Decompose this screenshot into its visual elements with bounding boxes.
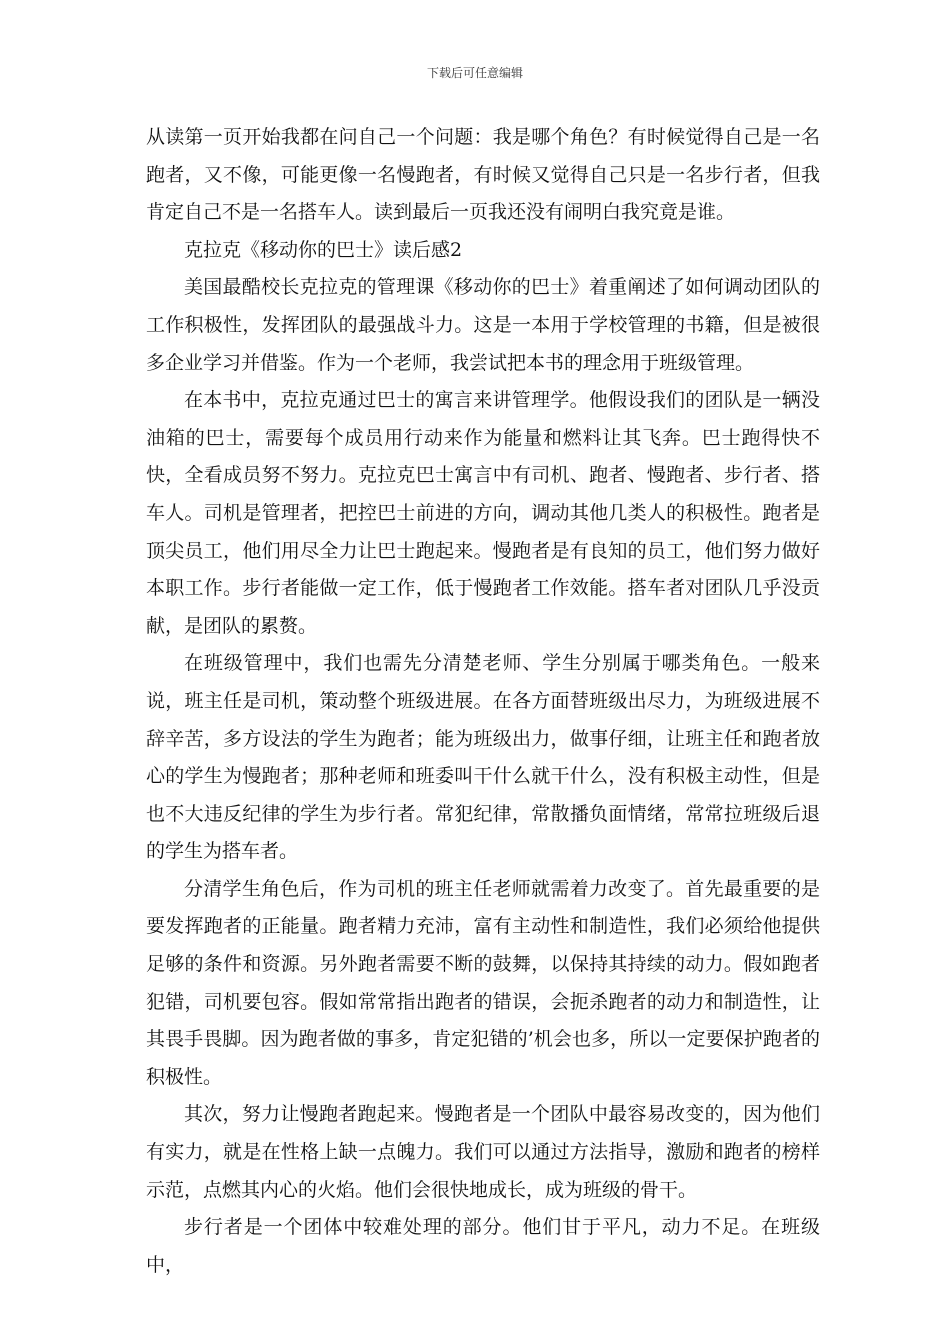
paragraph-joggers: 其次，努力让慢跑者跑起来。慢跑者是一个团队中最容易改变的，因为他们有实力，就是在性格上缺一点魄力。我们可以通过方法指导，激励和跑者的榜样示范，点燃其内心的火焰。他们会很快地成长，成为班级的骨干。: [146, 1103, 820, 1201]
paragraph-walkers: 步行者是一个团体中较难处理的部分。他们甘于平凡，动力不足。在班级中，: [146, 1216, 820, 1276]
paragraph-runners: 分清学生角色后，作为司机的班主任老师就需着力改变了。首先最重要的是要发挥跑者的正能量。跑者精力充沛，富有主动性和制造性，我们必须给他提供足够的条件和资源。另外跑者需要不断的鼓舞，以保持其持续的动力。假如跑者犯错，司机要包容。假如常常指出跑者的错误，会扼杀跑者的动力和制造性，让其畏手畏脚。因为跑者做的事多，肯定犯错的’机会也多，所以一定要保护跑者的积极性。: [146, 877, 820, 1088]
document-body: [146, 119, 820, 1284]
paragraph-role-question: 从读第一页开始我都在问自己一个问题：我是哪个角色？有时候觉得自己是一名跑者，又不像，可能更像一名慢跑者，有时候又觉得自己只是一名步行者，但我肯定自己不是一名搭车人。读到最后一页我还没有闹明白我究竟是谁。: [146, 126, 820, 224]
paragraph-bus-fable: 在本书中，克拉克通过巴士的寓言来讲管理学。他假设我们的团队是一辆没油箱的巴士，需要每个成员用行动来作为能量和燃料让其飞奔。巴士跑得快不快，全看成员努不努力。克拉克巴士寓言中有司机、跑者、慢跑者、步行者、搭车人。司机是管理者，把控巴士前进的方向，调动其他几类人的积极性。跑者是顶尖员工，他们用尽全力让巴士跑起来。慢跑者是有良知的员工，他们努力做好本职工作。步行者能做一定工作，低于慢跑者工作效能。搭车者对团队几乎没贡献，是团队的累赘。: [146, 389, 820, 637]
section-title: 克拉克《移动你的巴士》读后感2: [184, 238, 463, 261]
paragraph-class-roles: 在班级管理中，我们也需先分清楚老师、学生分别属于哪类角色。一般来说，班主任是司机，策动整个班级进展。在各方面替班级出尽力，为班级进展不辞辛苦，多方设法的学生为跑者；能为班级出力，做事仔细，让班主任和跑者放心的学生为慢跑者；那种老师和班委叫干什么就干什么，没有积极主动性，但是也不大违反纪律的学生为步行者。常犯纪律，常散播负面情绪，常常拉班级后退的学生为搭车者。: [146, 652, 820, 863]
paragraph-intro: 美国最酷校长克拉克的管理课《移动你的巴士》着重阐述了如何调动团队的工作积极性，发挥团队的最强战斗力。这是一本用于学校管理的书籍，但是被很多企业学习并借鉴。作为一个老师，我尝试把本书的理念用于班级管理。: [146, 276, 820, 374]
page-header: 下载后可任意编辑: [426, 66, 523, 80]
